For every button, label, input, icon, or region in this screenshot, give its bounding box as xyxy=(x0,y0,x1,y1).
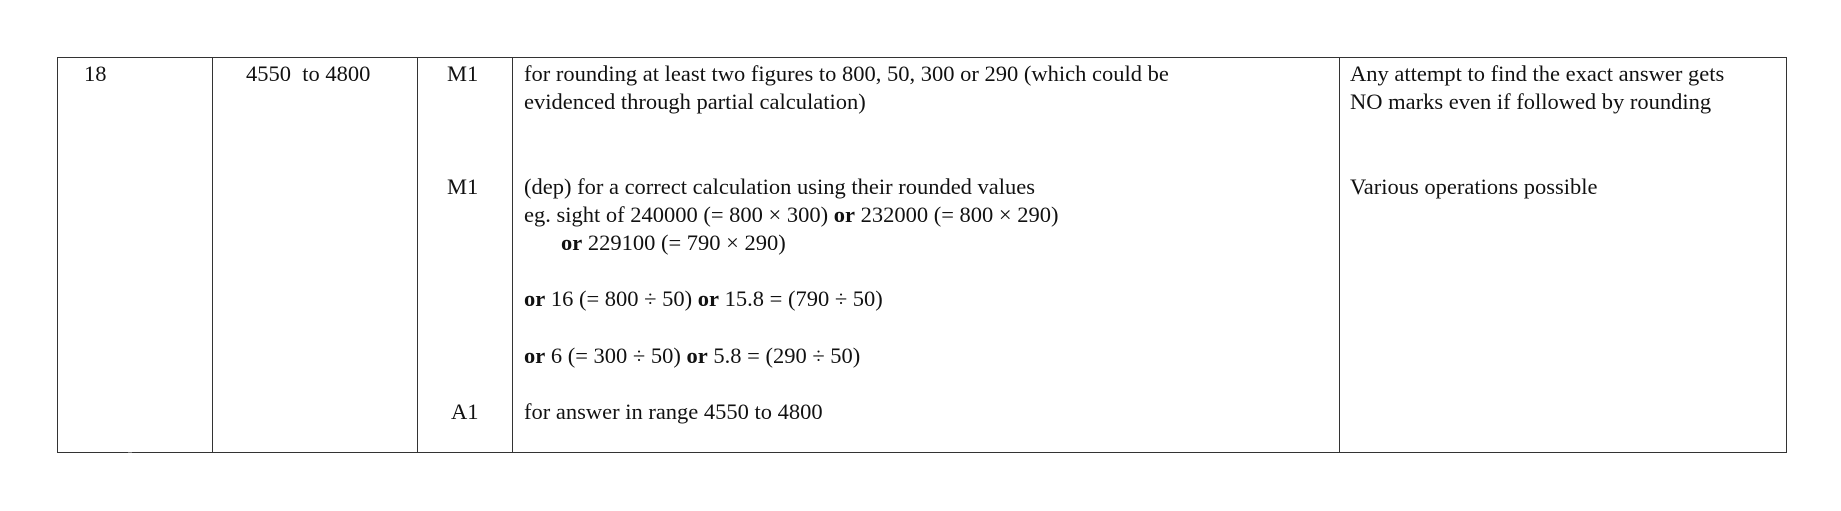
column-divider xyxy=(512,58,513,452)
m1-first-note-line2: evidenced through partial calculation) xyxy=(524,89,866,114)
or-keyword: or xyxy=(524,343,546,368)
example-text: 229100 (= 790 × 290) xyxy=(582,230,786,255)
example-text: eg. sight of 240000 (= 800 × 300) xyxy=(524,202,834,227)
guidance-first-line2: NO marks even if followed by rounding xyxy=(1350,89,1712,114)
column-divider xyxy=(212,58,213,452)
example-text: 6 (= 300 ÷ 50) xyxy=(545,343,687,368)
m1-second-note-line3 xyxy=(561,229,786,258)
mark-code-m1-second: M1 xyxy=(447,174,479,199)
m1-second-note-line1: (dep) for a correct calculation using their rounded values xyxy=(524,174,1036,199)
column-divider xyxy=(417,58,418,452)
answer-range: 4550 to 4800 xyxy=(246,61,371,86)
mark-code-m1-first: M1 xyxy=(447,61,479,86)
guidance-second: Various operations possible xyxy=(1350,174,1598,199)
m1-second-note-line5 xyxy=(524,342,860,371)
mark-code-a1: A1 xyxy=(451,399,479,424)
or-keyword: or xyxy=(833,202,855,227)
or-keyword: or xyxy=(697,286,720,311)
or-keyword: or xyxy=(524,286,546,311)
question-number: 18 xyxy=(84,61,107,86)
or-keyword: or xyxy=(561,230,583,255)
example-text: 232000 (= 800 × 290) xyxy=(854,202,1059,227)
m1-first-note-line1: for rounding at least two figures to 800, 50, 300 or 290 (which could be xyxy=(524,61,1169,86)
guidance-first-line1: Any attempt to find the exact answer gets xyxy=(1350,61,1725,86)
example-text: 15.8 = (790 ÷ 50) xyxy=(719,286,883,311)
m1-second-note-line2 xyxy=(524,201,1058,230)
or-keyword: or xyxy=(686,343,708,368)
stray-mark xyxy=(128,452,132,453)
m1-second-note-line4 xyxy=(524,285,883,314)
a1-note-line1: for answer in range 4550 to 4800 xyxy=(524,399,823,424)
column-divider xyxy=(1339,58,1340,452)
example-text: 5.8 = (290 ÷ 50) xyxy=(707,343,861,368)
example-text: 16 (= 800 ÷ 50) xyxy=(545,286,698,311)
